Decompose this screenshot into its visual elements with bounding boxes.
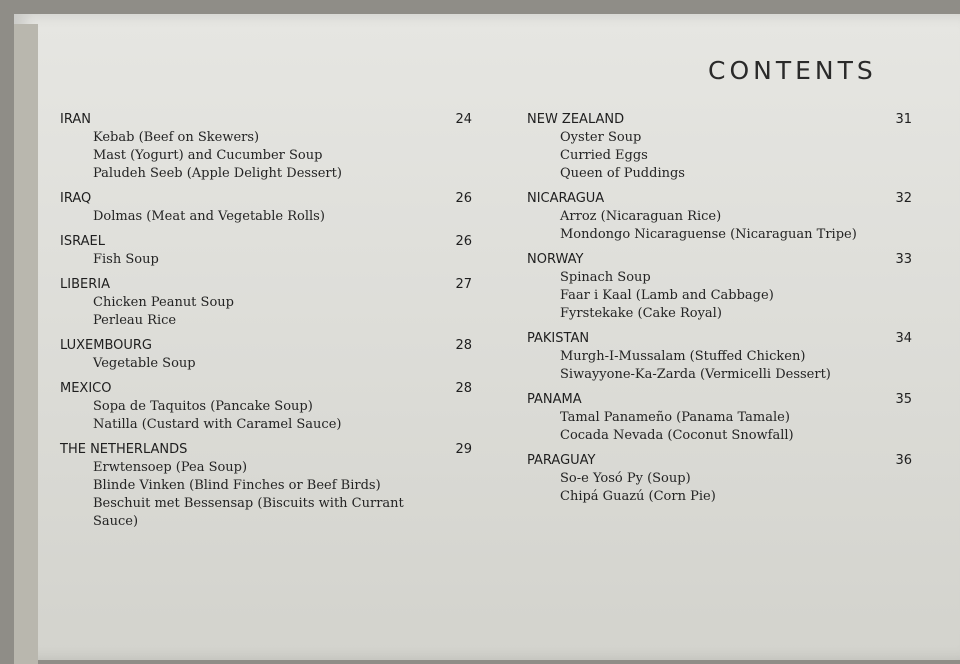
country-name: PARAGUAY: [527, 453, 596, 468]
country-row: [60, 191, 472, 206]
dish-item: Queen of Puddings: [560, 166, 685, 181]
dish-item: Oyster Soup: [560, 130, 642, 145]
country-name: PAKISTAN: [527, 331, 590, 346]
country-row: [527, 112, 912, 127]
dish-item: Fyrstekake (Cake Royal): [560, 306, 722, 321]
page-number: 32: [895, 191, 912, 206]
dish-item: Mast (Yogurt) and Cucumber Soup: [93, 148, 323, 163]
country-row: [527, 252, 912, 267]
dish-list: [60, 294, 472, 330]
country-row: [527, 453, 912, 468]
country-name: IRAN: [60, 112, 91, 127]
contents-entry: [527, 453, 912, 506]
page-number: 24: [455, 112, 472, 127]
contents-entry: [60, 338, 472, 373]
dish-item: Faar i Kaal (Lamb and Cabbage): [560, 288, 774, 303]
country-row: [527, 191, 912, 206]
dish-item: Spinach Soup: [560, 270, 651, 285]
contents-entry: [527, 392, 912, 445]
page-number: 31: [895, 112, 912, 127]
dish-list: [60, 459, 472, 531]
dish-item: Chicken Peanut Soup: [93, 295, 234, 310]
contents-entry: [60, 277, 472, 330]
country-row: [527, 392, 912, 407]
country-name: ISRAEL: [60, 234, 105, 249]
dish-item: Kebab (Beef on Skewers): [93, 130, 260, 145]
dish-item: Dolmas (Meat and Vegetable Rolls): [93, 209, 325, 224]
dish-list: [527, 269, 912, 323]
dish-item: Paludeh Seeb (Apple Delight Dessert): [93, 166, 342, 181]
country-row: [60, 112, 472, 127]
dish-item: So-e Yosó Py (Soup): [560, 471, 691, 486]
country-name: NORWAY: [527, 252, 584, 267]
dish-item: Tamal Panameño (Panama Tamale): [560, 410, 790, 425]
dish-list: [60, 251, 472, 269]
contents-entry: [60, 381, 472, 434]
dish-list: [527, 129, 912, 183]
contents-entry: [60, 234, 472, 269]
dish-item: Blinde Vinken (Blind Finches or Beef Birds): [93, 478, 381, 493]
dish-list: [527, 208, 912, 244]
country-row: [527, 331, 912, 346]
dish-list: [60, 208, 472, 226]
page-number: 26: [455, 191, 472, 206]
page-number: 26: [455, 234, 472, 249]
page-number: 29: [455, 442, 472, 457]
dish-list: [60, 129, 472, 183]
dish-item: Mondongo Nicaraguense (Nicaraguan Tripe): [560, 227, 857, 242]
country-name: IRAQ: [60, 191, 92, 206]
dish-item: Murgh-I-Mussalam (Stuffed Chicken): [560, 349, 806, 364]
dish-item: Natilla (Custard with Caramel Sauce): [93, 417, 342, 432]
contents-entry: [527, 112, 912, 183]
contents-column-left: [60, 112, 472, 539]
dish-item: Curried Eggs: [560, 148, 648, 163]
country-name: NICARAGUA: [527, 191, 605, 206]
page-number: 33: [895, 252, 912, 267]
dish-item: Siwayyone-Ka-Zarda (Vermicelli Dessert): [560, 367, 831, 382]
country-name: PANAMA: [527, 392, 582, 407]
country-name: LUXEMBOURG: [60, 338, 152, 353]
page-number: 28: [455, 338, 472, 353]
page-number: 35: [895, 392, 912, 407]
dish-item: Fish Soup: [93, 252, 159, 267]
dish-list: [527, 470, 912, 506]
contents-entry: [60, 112, 472, 183]
dish-list: [527, 348, 912, 384]
contents-column-right: [527, 112, 912, 514]
dish-item: Chipá Guazú (Corn Pie): [560, 489, 716, 504]
country-row: [60, 234, 472, 249]
contents-entry: [527, 252, 912, 323]
page-number: 27: [455, 277, 472, 292]
dish-item: Vegetable Soup: [93, 356, 196, 371]
page-number: 34: [895, 331, 912, 346]
contents-heading: CONTENTS: [708, 56, 877, 85]
country-row: [60, 381, 472, 396]
dish-item: Erwtensoep (Pea Soup): [93, 460, 248, 475]
country-name: NEW ZEALAND: [527, 112, 625, 127]
dish-item: Arroz (Nicaraguan Rice): [560, 209, 722, 224]
dish-item: Beschuit met Bessensap (Biscuits with Currant Sauce): [93, 496, 404, 529]
page-number: 36: [895, 453, 912, 468]
country-row: [60, 277, 472, 292]
contents-entry: [60, 191, 472, 226]
dish-item: Sopa de Taquitos (Pancake Soup): [93, 399, 313, 414]
dish-list: [60, 398, 472, 434]
country-row: [60, 338, 472, 353]
dish-list: [527, 409, 912, 445]
country-row: [60, 442, 472, 457]
country-name: LIBERIA: [60, 277, 110, 292]
contents-entry: [60, 442, 472, 531]
country-name: MEXICO: [60, 381, 112, 396]
contents-entry: [527, 191, 912, 244]
dish-item: Cocada Nevada (Coconut Snowfall): [560, 428, 794, 443]
contents-entry: [527, 331, 912, 384]
dish-list: [60, 355, 472, 373]
country-name: THE NETHERLANDS: [60, 442, 188, 457]
page-edge: [14, 24, 38, 664]
page-number: 28: [455, 381, 472, 396]
dish-item: Perleau Rice: [93, 313, 177, 328]
